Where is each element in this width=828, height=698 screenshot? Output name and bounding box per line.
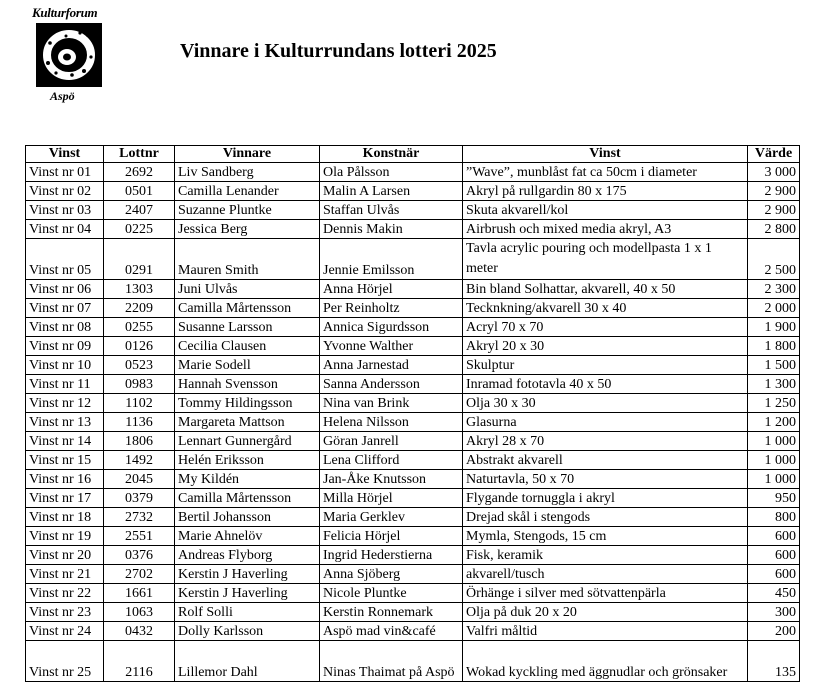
cell-vinst: Vinst nr 16 [26,470,104,489]
cell-konstnar: Kerstin Ronnemark [320,603,463,622]
table-row [26,470,800,489]
table-row [26,375,800,394]
cell-prize: ”Wave”, munblåst fat ca 50cm i diameter [463,163,748,182]
cell-varde: 300 [748,603,800,622]
cell-varde: 1 000 [748,432,800,451]
cell-varde: 1 000 [748,451,800,470]
cell-konstnar: Nicole Pluntke [320,584,463,603]
table-row [26,318,800,337]
cell-vinnare: Camilla Lenander [175,182,320,201]
cell-vinst: Vinst nr 10 [26,356,104,375]
cell-varde: 1 250 [748,394,800,413]
cell-vinst: Vinst nr 22 [26,584,104,603]
cell-vinnare: Kerstin J Haverling [175,565,320,584]
cell-konstnar: Dennis Makin [320,220,463,239]
cell-konstnar: Sanna Andersson [320,375,463,394]
cell-varde: 1 900 [748,318,800,337]
header-prize: Vinst [463,146,748,163]
cell-konstnar: Ola Pålsson [320,163,463,182]
cell-vinst: Vinst nr 05 [26,239,104,280]
cell-varde: 600 [748,527,800,546]
cell-prize: Inramad fototavla 40 x 50 [463,375,748,394]
cell-varde: 600 [748,546,800,565]
cell-varde: 2 800 [748,220,800,239]
kulturforum-logo [28,3,110,111]
cell-konstnar: Anna Sjöberg [320,565,463,584]
cell-varde: 2 900 [748,182,800,201]
cell-konstnar: Göran Janrell [320,432,463,451]
header-lottnr: Lottnr [104,146,175,163]
cell-varde: 1 000 [748,470,800,489]
cell-konstnar: Jan-Åke Knutsson [320,470,463,489]
cell-prize: Airbrush och mixed media akryl, A3 [463,220,748,239]
cell-konstnar: Malin A Larsen [320,182,463,201]
cell-prize: Acryl 70 x 70 [463,318,748,337]
cell-vinst: Vinst nr 25 [26,641,104,682]
cell-vinst: Vinst nr 04 [26,220,104,239]
cell-lottnr: 2045 [104,470,175,489]
cell-prize: Abstrakt akvarell [463,451,748,470]
cell-prize: Wokad kyckling med äggnudlar och grönsaker [463,641,748,682]
table-row [26,565,800,584]
cell-vinst: Vinst nr 24 [26,622,104,641]
cell-lottnr: 1303 [104,280,175,299]
cell-vinst: Vinst nr 17 [26,489,104,508]
cell-lottnr: 2732 [104,508,175,527]
table-row [26,451,800,470]
cell-prize: Drejad skål i stengods [463,508,748,527]
cell-vinnare: Kerstin J Haverling [175,584,320,603]
cell-lottnr: 0291 [104,239,175,280]
cell-prize: Flygande tornuggla i akryl [463,489,748,508]
table-row [26,546,800,565]
cell-prize: Glasurna [463,413,748,432]
table-row [26,182,800,201]
cell-vinnare: Bertil Johansson [175,508,320,527]
cell-lottnr: 2209 [104,299,175,318]
table-row [26,622,800,641]
cell-konstnar: Ingrid Hederstierna [320,546,463,565]
cell-konstnar: Anna Jarnestad [320,356,463,375]
cell-prize: Akryl på rullgardin 80 x 175 [463,182,748,201]
cell-vinnare: Andreas Flyborg [175,546,320,565]
cell-prize: Akryl 28 x 70 [463,432,748,451]
cell-vinnare: Cecilia Clausen [175,337,320,356]
cell-lottnr: 1661 [104,584,175,603]
cell-vinnare: Tommy Hildingsson [175,394,320,413]
table-row [26,280,800,299]
table-row [26,356,800,375]
cell-prize: Mymla, Stengods, 15 cm [463,527,748,546]
cell-lottnr: 1492 [104,451,175,470]
cell-vinst: Vinst nr 09 [26,337,104,356]
cell-vinnare: Jessica Berg [175,220,320,239]
table-row [26,299,800,318]
header-vinst: Vinst [26,146,104,163]
cell-vinnare: Suzanne Pluntke [175,201,320,220]
cell-vinnare: My Kildén [175,470,320,489]
table-row [26,394,800,413]
cell-varde: 600 [748,565,800,584]
cell-varde: 135 [748,641,800,682]
table-row [26,527,800,546]
cell-konstnar: Felicia Hörjel [320,527,463,546]
cell-varde: 450 [748,584,800,603]
cell-lottnr: 0983 [104,375,175,394]
cell-lottnr: 2692 [104,163,175,182]
cell-konstnar: Milla Hörjel [320,489,463,508]
cell-vinst: Vinst nr 07 [26,299,104,318]
cell-lottnr: 0523 [104,356,175,375]
cell-lottnr: 0501 [104,182,175,201]
cell-konstnar: Annica Sigurdsson [320,318,463,337]
table-row [26,163,800,182]
cell-prize: Skuta akvarell/kol [463,201,748,220]
table-header-row [26,146,800,163]
cell-vinnare: Susanne Larsson [175,318,320,337]
cell-vinnare: Camilla Mårtensson [175,299,320,318]
cell-konstnar: Staffan Ulvås [320,201,463,220]
cell-vinst: Vinst nr 20 [26,546,104,565]
cell-vinst: Vinst nr 13 [26,413,104,432]
cell-prize: Bin bland Solhattar, akvarell, 40 x 50 [463,280,748,299]
cell-vinnare: Dolly Karlsson [175,622,320,641]
cell-varde: 1 200 [748,413,800,432]
header-konstnar: Konstnär [320,146,463,163]
cell-prize: Tecknkning/akvarell 30 x 40 [463,299,748,318]
cell-varde: 950 [748,489,800,508]
cell-lottnr: 0379 [104,489,175,508]
cell-konstnar: Lena Clifford [320,451,463,470]
cell-varde: 3 000 [748,163,800,182]
cell-prize: Skulptur [463,356,748,375]
cell-vinst: Vinst nr 08 [26,318,104,337]
table-row [26,508,800,527]
cell-vinst: Vinst nr 18 [26,508,104,527]
cell-vinst: Vinst nr 11 [26,375,104,394]
cell-vinnare: Juni Ulvås [175,280,320,299]
cell-vinnare: Liv Sandberg [175,163,320,182]
cell-vinnare: Mauren Smith [175,239,320,280]
cell-vinnare: Marie Sodell [175,356,320,375]
cell-konstnar: Aspö mad vin&café [320,622,463,641]
cell-konstnar: Nina van Brink [320,394,463,413]
cell-konstnar: Anna Hörjel [320,280,463,299]
cell-prize: Olja på duk 20 x 20 [463,603,748,622]
cell-prize: Örhänge i silver med sötvattenpärla [463,584,748,603]
cell-vinst: Vinst nr 01 [26,163,104,182]
cell-vinst: Vinst nr 23 [26,603,104,622]
cell-lottnr: 0376 [104,546,175,565]
cell-vinst: Vinst nr 15 [26,451,104,470]
table-row [26,432,800,451]
cell-varde: 2 300 [748,280,800,299]
cell-vinst: Vinst nr 12 [26,394,104,413]
cell-prize: Akryl 20 x 30 [463,337,748,356]
cell-vinnare: Lennart Gunnergård [175,432,320,451]
cell-lottnr: 1136 [104,413,175,432]
logo-top-text: Kulturforum [32,5,98,20]
cell-lottnr: 2116 [104,641,175,682]
cell-vinnare: Helén Eriksson [175,451,320,470]
logo-bottom-text: Aspö [50,89,75,103]
cell-vinnare: Margareta Mattson [175,413,320,432]
cell-prize: Valfri måltid [463,622,748,641]
cell-lottnr: 2551 [104,527,175,546]
cell-vinnare: Lillemor Dahl [175,641,320,682]
cell-vinst: Vinst nr 19 [26,527,104,546]
cell-prize: Naturtavla, 50 x 70 [463,470,748,489]
table-row [26,489,800,508]
cell-konstnar: Yvonne Walther [320,337,463,356]
cell-lottnr: 1063 [104,603,175,622]
cell-lottnr: 2702 [104,565,175,584]
cell-vinnare: Hannah Svensson [175,375,320,394]
cell-lottnr: 1806 [104,432,175,451]
table-row [26,603,800,622]
cell-varde: 800 [748,508,800,527]
table-row [26,201,800,220]
cell-varde: 2 900 [748,201,800,220]
cell-konstnar: Helena Nilsson [320,413,463,432]
table-row [26,239,800,280]
cell-prize: akvarell/tusch [463,565,748,584]
logo-mark-icon [36,23,102,87]
cell-prize: Olja 30 x 30 [463,394,748,413]
cell-vinnare: Camilla Mårtensson [175,489,320,508]
cell-vinst: Vinst nr 06 [26,280,104,299]
page-title: Vinnare i Kulturrundans lotteri 2025 [180,40,497,62]
cell-vinst: Vinst nr 14 [26,432,104,451]
cell-lottnr: 0432 [104,622,175,641]
table-row [26,584,800,603]
table-row [26,337,800,356]
cell-vinnare: Marie Ahnelöv [175,527,320,546]
header-varde: Värde [748,146,800,163]
cell-konstnar: Ninas Thaimat på Aspö [320,641,463,682]
cell-varde: 1 300 [748,375,800,394]
table-row [26,641,800,682]
cell-vinst: Vinst nr 21 [26,565,104,584]
cell-prize: Fisk, keramik [463,546,748,565]
cell-lottnr: 0225 [104,220,175,239]
cell-varde: 2 500 [748,239,800,280]
table-row [26,220,800,239]
header-vinnare: Vinnare [175,146,320,163]
cell-konstnar: Per Reinholtz [320,299,463,318]
cell-vinst: Vinst nr 03 [26,201,104,220]
cell-varde: 2 000 [748,299,800,318]
cell-varde: 1 500 [748,356,800,375]
cell-vinst: Vinst nr 02 [26,182,104,201]
cell-lottnr: 0255 [104,318,175,337]
cell-konstnar: Jennie Emilsson [320,239,463,280]
cell-prize: Tavla acrylic pouring och modellpasta 1 x 1 meter [463,239,748,280]
cell-lottnr: 2407 [104,201,175,220]
winners-table [25,145,800,682]
cell-lottnr: 1102 [104,394,175,413]
cell-varde: 200 [748,622,800,641]
table-row [26,413,800,432]
cell-varde: 1 800 [748,337,800,356]
cell-lottnr: 0126 [104,337,175,356]
cell-konstnar: Maria Gerklev [320,508,463,527]
cell-vinnare: Rolf Solli [175,603,320,622]
